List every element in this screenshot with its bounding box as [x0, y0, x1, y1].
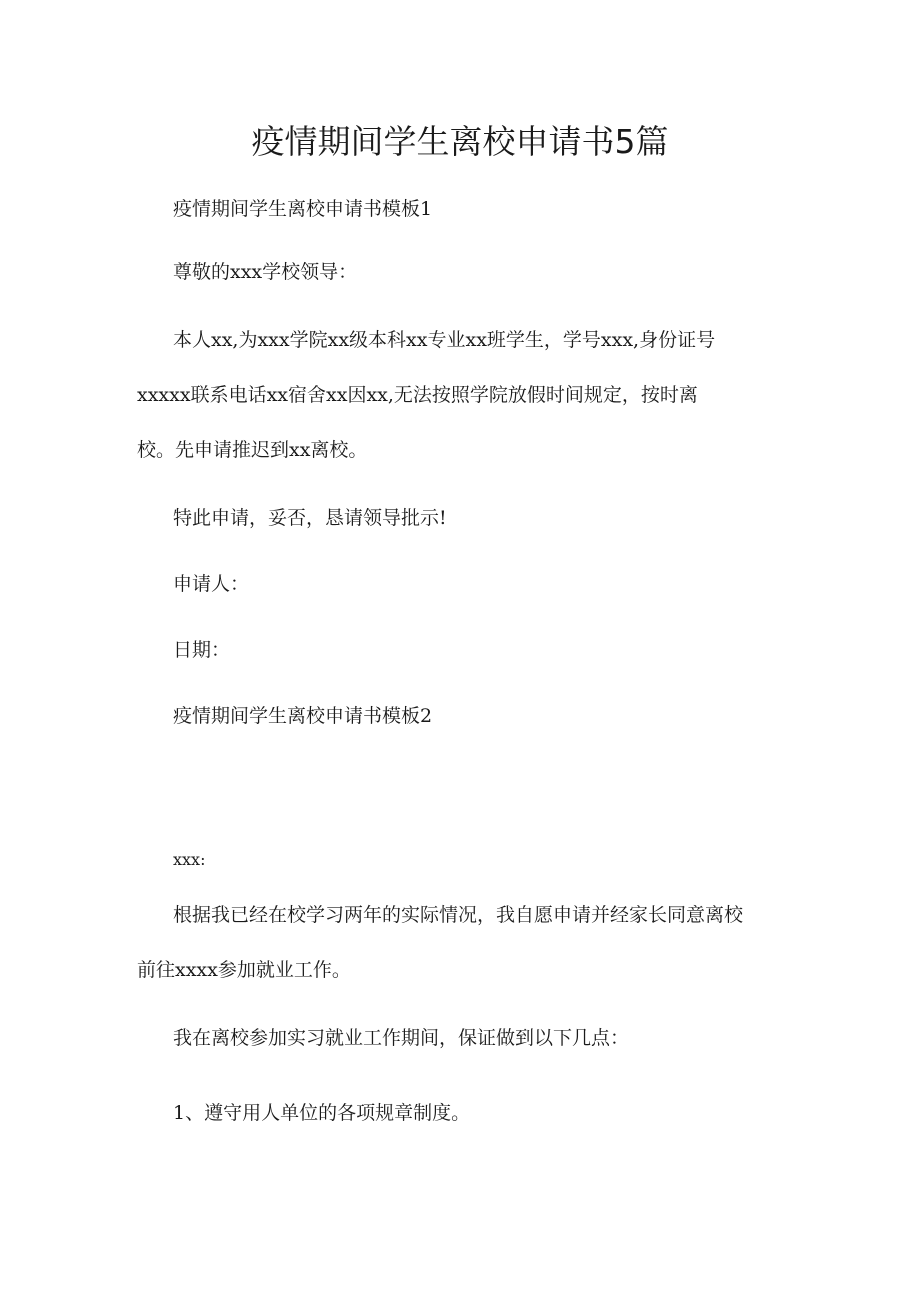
document-title: 疫情期间学生离校申请书5篇: [251, 122, 669, 161]
template1-closing: 特此申请，妥否，恳请领导批示!: [173, 507, 447, 529]
template1-body-line2: xxxxx联系电话xx宿舍xx因xx,无法按照学院放假时间规定，按时离: [137, 384, 698, 406]
template2-salutation: xxx:: [173, 850, 206, 869]
list-item: 1、遵守用人单位的各项规章制度。: [173, 1102, 471, 1124]
template2-heading: 疫情期间学生离校申请书模板2: [173, 705, 433, 727]
template1-heading: 疫情期间学生离校申请书模板1: [173, 198, 433, 220]
template1-body-line1: 本人xx,为xxx学院xx级本科xx专业xx班学生，学号xxx,身份证号: [173, 329, 716, 351]
template2-body-line1: 根据我已经在校学习两年的实际情况，我自愿申请并经家长同意离校: [173, 904, 744, 926]
template2-intro: 我在离校参加实习就业工作期间，保证做到以下几点：: [173, 1027, 630, 1049]
date-label: 日期：: [173, 639, 231, 661]
applicant-label: 申请人：: [173, 573, 250, 595]
template1-salutation: 尊敬的xxx学校领导：: [173, 261, 358, 283]
template2-body-line2: 前往xxxx参加就业工作。: [137, 959, 351, 981]
template1-body-line3: 校。先申请推迟到xx离校。: [137, 439, 368, 461]
